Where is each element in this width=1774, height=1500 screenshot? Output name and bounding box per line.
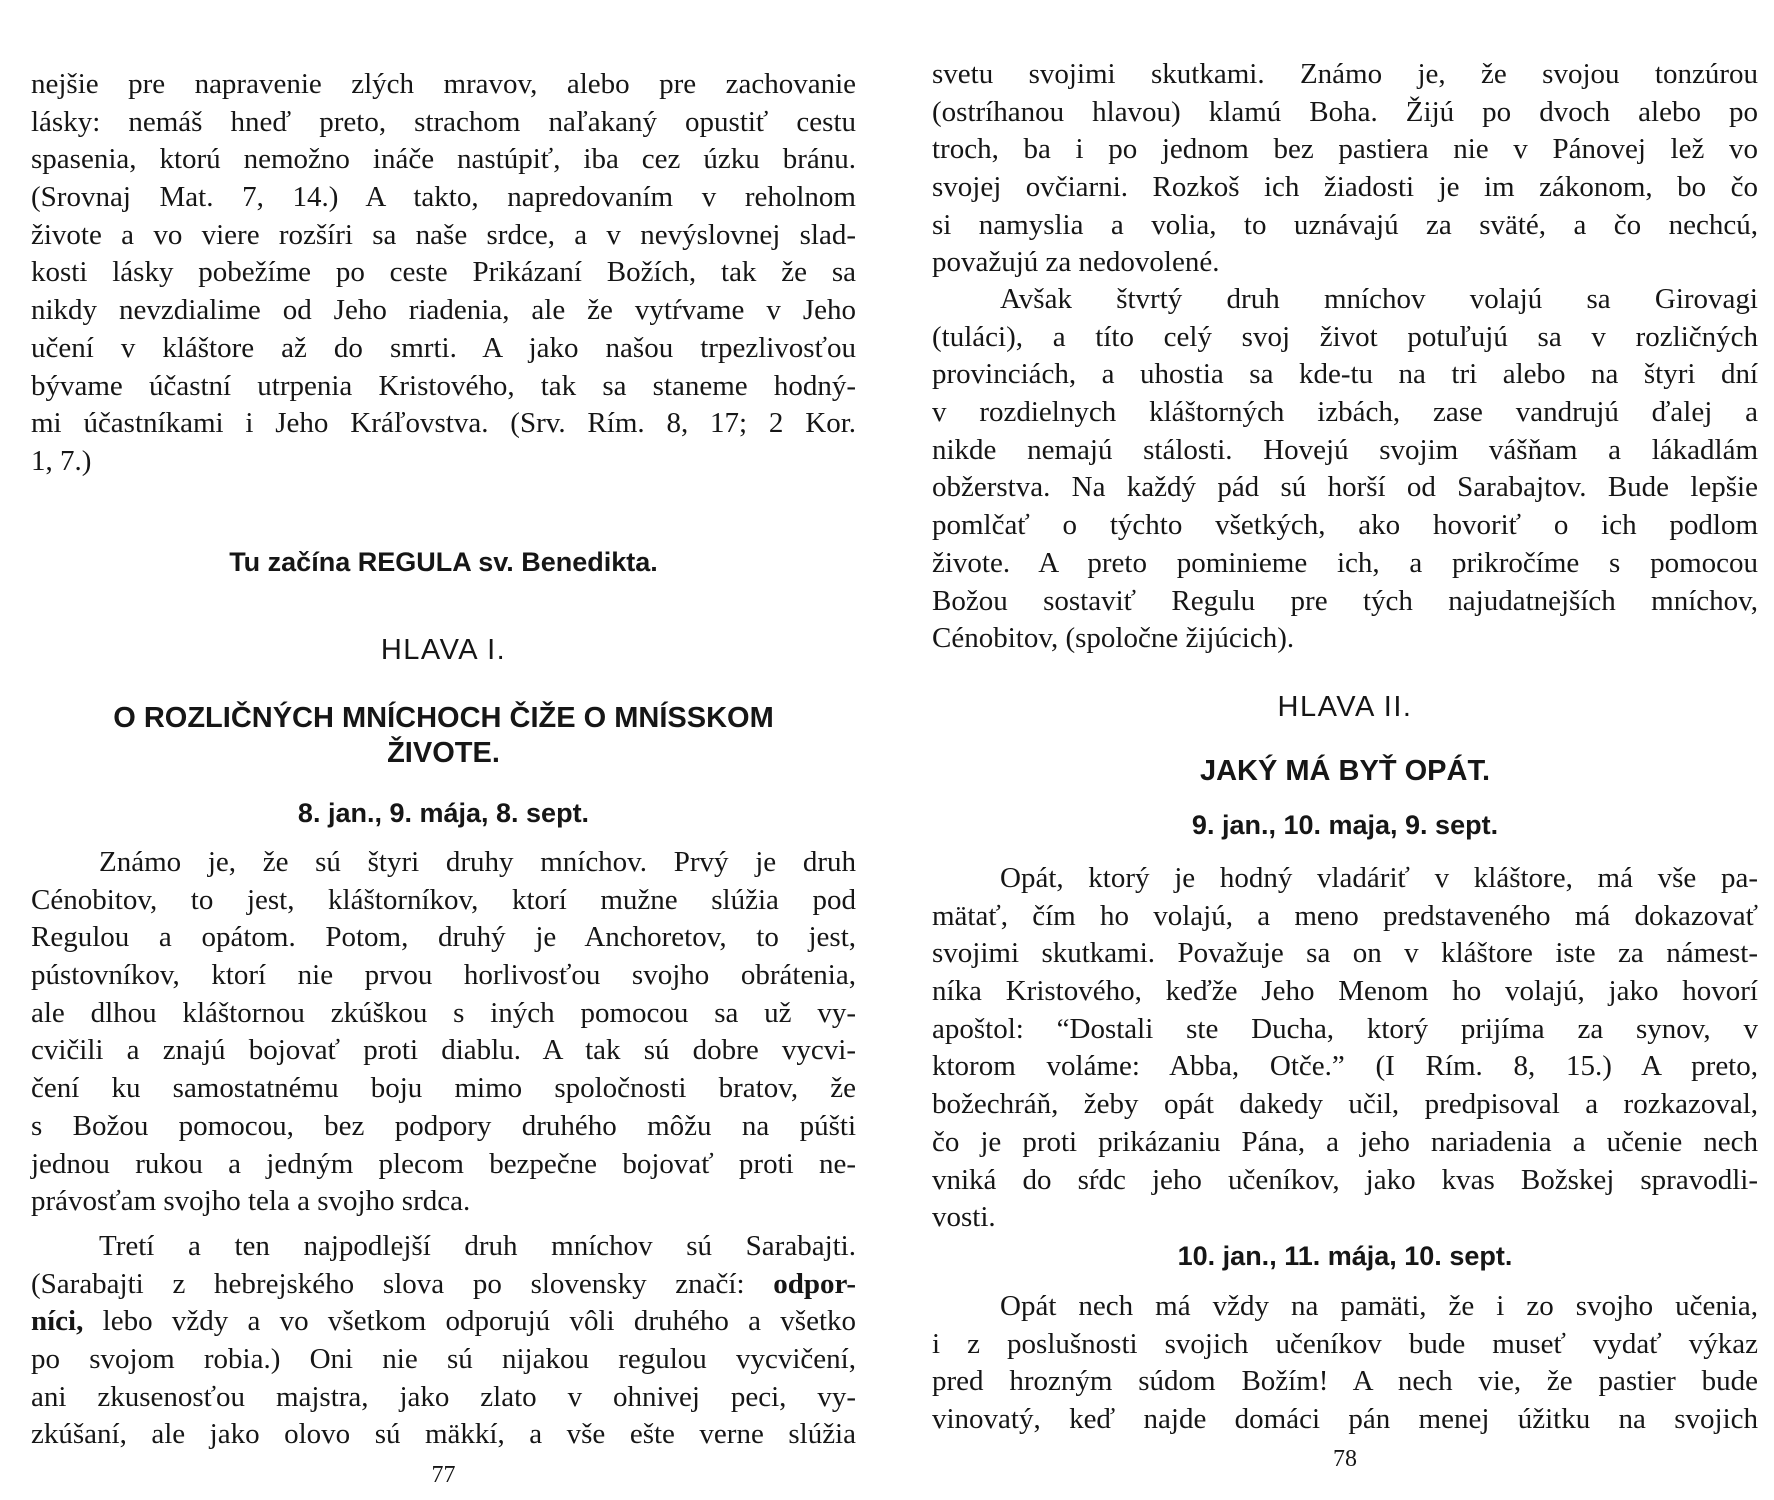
- text-line: vniká do sŕdc jeho učeníkov, jako kvas Božskej spravodli-: [932, 1163, 1758, 1196]
- text-line: (tuláci), a títo celý svoj život potuľujú sa v rozličných: [932, 320, 1758, 353]
- text-line: svojej ovčiarni. Rozkoš ich žiadosti je im zákonom, bo čo: [932, 171, 1758, 204]
- paragraph: [932, 860, 1758, 1237]
- text-line: právosťam svojho tela a svojho srdca.: [31, 1185, 471, 1218]
- text-line: zkúšaní, ale jako olovo sú mäkkí, a vše ešte verne slúžia: [31, 1418, 856, 1451]
- text-line: svetu svojimi skutkami. Známo je, že svojou tonzúrou: [932, 58, 1758, 90]
- paragraph: [31, 844, 856, 1221]
- text-line: s Božou pomocou, bez podpory druhého môžu na púšti: [31, 1109, 856, 1142]
- text-line: i z poslušnosti svojich učeníkov bude museť vydať výkaz: [932, 1327, 1758, 1360]
- text-line: svojimi skutkami. Považuje sa on v kláštore iste za námest-: [932, 937, 1758, 970]
- text-line: provinciách, a uhostia sa kde-tu na tri alebo na štyri dní: [932, 358, 1758, 391]
- text-line: ktorom voláme: Abba, Otče.” (I Rím. 8, 15.) A preto,: [932, 1050, 1758, 1083]
- paragraph: [932, 56, 1758, 282]
- text-line: po svojom robia.) Oni nie sú nijakou regulou vycvičení,: [31, 1343, 856, 1376]
- rule-heading: Tu začína REGULA sv. Benedikta.: [229, 547, 658, 577]
- page-number: 77: [431, 1462, 456, 1488]
- left-page: [31, 0, 856, 1500]
- text-line: pred hrozným súdom Božím! A nech vie, že pastier bude: [932, 1365, 1758, 1398]
- text-line: ani zkusenosťou majstra, jako zlato v ohnivej peci, vy-: [31, 1380, 856, 1413]
- text-line: ale dlhou kláštornou zkúškou s iných pomocou sa už vy-: [31, 996, 856, 1029]
- page-number: 78: [1333, 1446, 1357, 1472]
- bold-term: níci,: [31, 1305, 84, 1338]
- text-line: Tretí a ten najpodlejší druh mníchov sú Sarabajti.: [99, 1230, 856, 1262]
- text-line: čo je proti prikázaniu Pána, a jeho nariadenia a učenie nech: [932, 1125, 1758, 1158]
- text-line: si namyslia a volia, to uznávajú za sväté, a čo nechcú,: [932, 208, 1758, 241]
- text-line: živote. A preto pominieme ich, a prikročíme s pomocou: [932, 546, 1758, 579]
- text-line: v rozdielnych kláštorných izbách, zase vandrujú ďalej a: [932, 396, 1758, 429]
- chapter-title-line: ŽIVOTE.: [387, 737, 500, 769]
- right-page: [932, 0, 1758, 1500]
- text-line: čení ku samostatnému boju mimo spoločnosti bratov, že: [31, 1072, 856, 1105]
- reading-date: 10. jan., 11. mája, 10. sept.: [1177, 1241, 1513, 1271]
- text-line: níci, lebo vždy a vo všetkom odporujú vôli druhého a všetko: [31, 1305, 856, 1338]
- reading-date: 9. jan., 10. maja, 9. sept.: [1191, 810, 1499, 840]
- text-line: (Sarabajti z hebrejského slova po slovensky značí: odpor-: [31, 1267, 856, 1300]
- chapter-label: HLAVA II.: [1277, 691, 1413, 723]
- text-line: Regulou a opátom. Potom, druhý je Anchoretov, to jest,: [31, 921, 856, 954]
- text-line: Opát, ktorý je hodný vladáriť v kláštore, má vše pa-: [1000, 862, 1758, 894]
- text-line: (ostríhanou hlavou) klamú Boha. Žijú po dvoch alebo po: [932, 95, 1758, 128]
- text-line: nikde nemajú stálosti. Hovejú svojim vášňam a lákadlám: [932, 433, 1758, 466]
- text-line: pústovníkov, ktorí nie prvou horlivosťou svojho obrátenia,: [31, 959, 856, 992]
- text-line: troch, ba i po jednom bez pastiera nie v Pánovej lež vo: [932, 133, 1758, 166]
- text-line: 1, 7.): [31, 444, 92, 477]
- text-line: lásky: nemáš hneď preto, strachom naľakaný opustiť cestu: [31, 105, 856, 138]
- paragraph: [932, 281, 1758, 658]
- chapter-title: JAKÝ MÁ BYŤ OPÁT.: [1199, 755, 1491, 787]
- reading-date: 8. jan., 9. mája, 8. sept.: [297, 798, 590, 828]
- text-line: učení v kláštore až do smrti. A jako našou trpezlivosťou: [31, 331, 856, 364]
- text-line: níka Kristového, keďže Jeho Menom ho volajú, jako hovorí: [932, 975, 1758, 1008]
- text-line: apoštol: “Dostali ste Ducha, ktorý prijíma za synov, v: [932, 1012, 1758, 1045]
- text-line: Cénobitov, (spoločne žijúcich).: [932, 622, 1295, 655]
- text-line: Božou sostaviť Regulu pre tých najudatnejších mníchov,: [932, 584, 1758, 617]
- text-line: Avšak štvrtý druh mníchov volajú sa Girovagi: [1000, 283, 1758, 315]
- text-line: jednou rukou a jedným plecom bezpečne bojovať proti ne-: [31, 1147, 856, 1180]
- text-line: vosti.: [932, 1201, 996, 1234]
- text-line: vinovatý, keď najde domáci pán menej úžitku na svojich: [932, 1403, 1758, 1436]
- text-line: živote a vo viere rozšíri sa naše srdce, a v nevýslovnej slad-: [31, 218, 856, 251]
- text-line: Opát nech má vždy na pamäti, že i zo svojho učenia,: [1000, 1290, 1758, 1322]
- chapter-title: [31, 701, 856, 771]
- text-line: nejšie pre napravenie zlých mravov, alebo pre zachovanie: [31, 68, 856, 100]
- text-line: spasenia, ktorú nemožno ináče nastúpiť, iba cez úzku bránu.: [31, 143, 856, 176]
- paragraph: [31, 66, 856, 481]
- text-line: mätať, čím ho volajú, a meno predstaveného má dokazovať: [932, 899, 1758, 932]
- text-line: obžerstva. Na každý pád sú horší od Sarabajtov. Bude lepšie: [932, 471, 1758, 504]
- text-line: kosti lásky pobežíme po ceste Prikázaní Božích, tak že sa: [31, 256, 856, 289]
- text-line: mi účastníkami i Jeho Kráľovstva. (Srv. Rím. 8, 17; 2 Kor.: [31, 407, 856, 440]
- text-line: Známo je, že sú štyri druhy mníchov. Prvý je druh: [99, 846, 856, 878]
- text-line: nikdy nevzdialime od Jeho riadenia, ale že vytŕvame v Jeho: [31, 294, 856, 327]
- chapter-title-line: O ROZLIČNÝCH MNÍCHOCH ČIŽE O MNÍSSKOM: [113, 702, 774, 734]
- text-line: bývame účastní utrpenia Kristového, tak sa staneme hodný-: [31, 369, 856, 402]
- paragraph: [932, 1288, 1758, 1439]
- text-line: cvičili a znajú bojovať proti diablu. A tak sú dobre vycvi-: [31, 1034, 856, 1067]
- text-line: považujú za nedovolené.: [932, 246, 1220, 279]
- chapter-label: HLAVA I.: [380, 634, 507, 666]
- bold-term: odpor-: [773, 1267, 856, 1300]
- text-line: božechráň, žeby opát dakedy učil, predpisoval a rozkazoval,: [932, 1088, 1758, 1121]
- text-line: (Srovnaj Mat. 7, 14.) A takto, napredovaním v reholnom: [31, 181, 856, 214]
- text-line: Cénobitov, to jest, kláštorníkov, ktorí mužne slúžia pod: [31, 883, 856, 916]
- paragraph: [31, 1228, 856, 1454]
- text-line: pomlčať o týchto všetkých, ako hovoriť o ich podlom: [932, 509, 1758, 542]
